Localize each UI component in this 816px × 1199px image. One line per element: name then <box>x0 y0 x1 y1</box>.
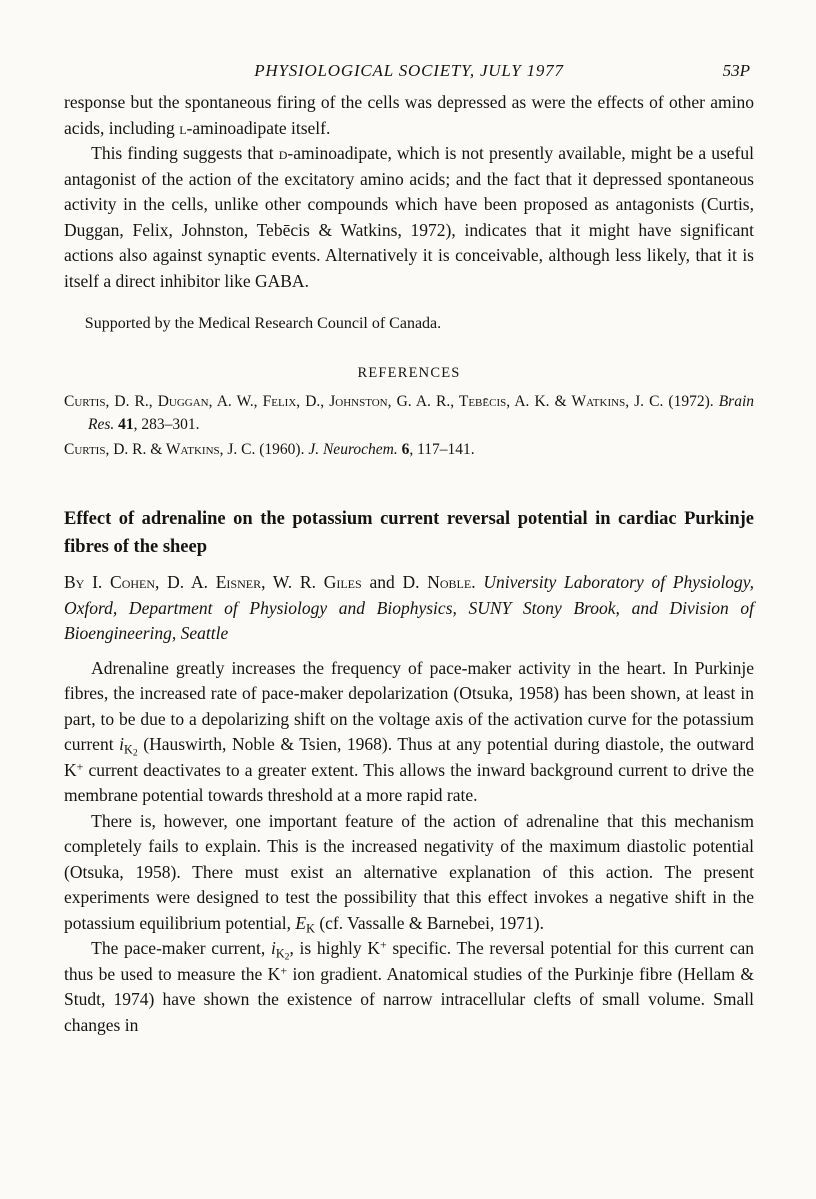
text-run: There is, however, one important feature of the action of adrenaline that this mechanism completely fails to explain. This is the increased negativity of the maximum diastolic potential (Otsuka, 1958). There must exist an alternative explanation of this action. The present experiments were designed to test the possibility that this effect invokes a negative shift in the potassium equilibrium potential, <box>64 810 754 933</box>
text-run: and <box>361 572 403 592</box>
text-run: REFERENCES <box>357 364 461 381</box>
text-run: current deactivates to a greater extent. This allows the inward background current to drive the membrane potential towards threshold at a more rapid rate. <box>64 759 754 805</box>
page-number: 53P <box>722 61 750 80</box>
paragraph <box>64 809 754 937</box>
text-run: (cf. Vassalle & Barnebei, 1971). <box>314 912 544 933</box>
text-run: , 283–301. <box>133 416 200 433</box>
text-run: i <box>119 734 125 754</box>
text-run: (1960). <box>255 441 309 458</box>
text-run: l <box>179 117 187 138</box>
text-run: Adrenaline greatly increases the frequency of pace-maker activity in the heart. In Purkinje fibres, the increased rate of pace-maker depolarization (Otsuka, 1958) has been shown, at least in part, to be due to a depolarizing shift on the voltage axis of the activation curve for the potassium current <box>64 657 754 754</box>
text-run: Curtis, D. R., Duggan, A. W., Felix, D., Johnston, G. A. R., Tebēcis, A. K. & Watkins, J. C. <box>64 393 664 410</box>
references-heading <box>64 361 754 387</box>
acknowledgement <box>85 311 754 337</box>
text-run: The pace-maker current, <box>91 938 271 958</box>
text-run: 2 <box>132 747 138 759</box>
text-run: -aminoadipate, which is not presently available, might be a useful antagonist of the action of the excitatory amino acids; and the fact that it depressed spontaneous activity in the cells, unlike other compounds which have been proposed as antagonists (Curtis, Duggan, Felix, Johnston, Tebēcis & Watkins, 1972), indicates that it might have significant actions also against synaptic events. Alternatively it is conceivable, although less likely, that it is itself a direct inhibitor like GABA. <box>64 143 755 291</box>
text-run: Effect of adrenaline on the potassium current reversal potential in cardiac Purkinje fibres of the sheep <box>64 509 754 557</box>
text-run: K <box>124 742 133 757</box>
text-run: , 117–141. <box>409 441 475 458</box>
text-run: 6 <box>401 441 410 458</box>
paragraph <box>64 141 754 294</box>
text-run: This finding suggests that <box>91 143 279 163</box>
paragraph <box>64 936 754 1038</box>
text-run: (Hauswirth, Noble & Tsien, 1968). Thus at any potential during diastole, the outward K <box>64 734 754 780</box>
reference-entry <box>64 390 754 436</box>
text-run: response but the spontaneous firing of the cells was depressed as were the effects of other amino acids, including <box>64 92 754 138</box>
document-content <box>64 90 754 1038</box>
text-run: By I. Cohen, D. A. Eisner, W. R. Giles <box>64 572 362 592</box>
text-run: Supported by the Medical Research Council of Canada. <box>84 315 442 332</box>
paragraph-continuation <box>64 90 754 141</box>
text-run: + <box>280 963 288 978</box>
journal-header <box>64 58 754 84</box>
text-run: D. Noble. <box>402 572 476 592</box>
text-run: K <box>275 946 285 961</box>
byline <box>64 570 754 647</box>
text-run: ion gradient. Anatomical studies of the Purkinje fibre (Hellam & Studt, 1974) have shown the existence of narrow intracellular clefts of small volume. Small changes in <box>64 963 754 1035</box>
text-run: 2 <box>284 951 290 963</box>
text-run: specific. The reversal potential for this current can thus be used to measure the K <box>64 938 754 984</box>
text-run: K <box>306 920 315 935</box>
paragraph <box>64 656 754 809</box>
article-title <box>64 505 754 561</box>
reference-entry <box>64 438 754 461</box>
text-run: d <box>278 143 288 163</box>
text-run: Curtis, D. R. & Watkins, J. C. <box>64 441 256 458</box>
text-run: + <box>76 759 84 774</box>
text-run: E <box>295 912 307 933</box>
text-run: (1972). <box>663 393 719 410</box>
text-run: i <box>270 938 276 958</box>
text-run: 41 <box>118 416 134 433</box>
text-run: University Laboratory of Physiology, Oxford, Department of Physiology and Biophysics, SUNY Stony Brook, and Division of Bioengineering, Seattle <box>64 572 754 643</box>
text-run: -aminoadipate itself. <box>186 117 331 138</box>
text-run: J. Neurochem. <box>308 441 402 458</box>
text-run: , is highly K <box>289 938 380 958</box>
text-run: Brain Res. <box>88 393 754 433</box>
text-run: + <box>379 937 387 952</box>
journal-title: PHYSIOLOGICAL SOCIETY, JULY 1977 <box>254 61 564 80</box>
